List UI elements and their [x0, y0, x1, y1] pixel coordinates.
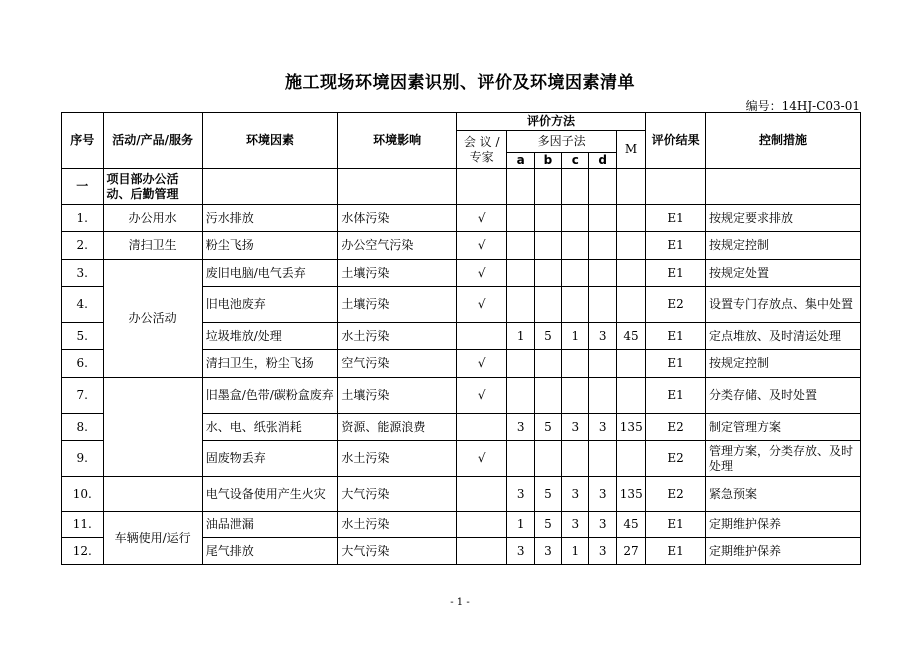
factor-cell: 旧墨盒/色带/碳粉盒废弃 — [202, 378, 338, 414]
impact-cell: 大气污染 — [338, 477, 456, 512]
m-cell — [616, 205, 645, 232]
impact-cell: 土壤污染 — [338, 378, 456, 414]
table-row — [62, 378, 861, 414]
header-a: a — [507, 153, 534, 169]
result-cell: E2 — [646, 477, 706, 512]
m-cell: 45 — [616, 512, 645, 538]
environment-factor-table — [61, 112, 861, 565]
expert-cell: √ — [456, 378, 507, 414]
control-cell: 制定管理方案 — [705, 414, 860, 441]
header-control: 控制措施 — [705, 113, 860, 169]
impact-cell: 水土污染 — [338, 512, 456, 538]
b-cell: 5 — [534, 477, 561, 512]
m-cell — [616, 350, 645, 378]
c-cell: 3 — [562, 477, 589, 512]
d-cell: 3 — [589, 512, 616, 538]
factor-cell: 粉尘飞扬 — [202, 232, 338, 260]
header-c: c — [562, 153, 589, 169]
row-number: 8. — [62, 414, 104, 441]
d-cell: 3 — [589, 538, 616, 565]
b-cell: 5 — [534, 414, 561, 441]
d-cell — [589, 287, 616, 323]
d-cell — [589, 260, 616, 287]
row-number: 11. — [62, 512, 104, 538]
row-number: 4. — [62, 287, 104, 323]
control-cell: 按规定控制 — [705, 232, 860, 260]
row-number: 5. — [62, 323, 104, 350]
expert-cell: √ — [456, 441, 507, 477]
control-cell: 按规定处置 — [705, 260, 860, 287]
c-cell — [562, 232, 589, 260]
c-cell — [562, 378, 589, 414]
control-cell: 分类存储、及时处置 — [705, 378, 860, 414]
m-cell — [616, 260, 645, 287]
impact-cell: 水土污染 — [338, 441, 456, 477]
expert-cell — [456, 414, 507, 441]
b-cell — [534, 378, 561, 414]
b-cell: 5 — [534, 323, 561, 350]
control-cell: 定点堆放、及时清运处理 — [705, 323, 860, 350]
row-number: 3. — [62, 260, 104, 287]
table-row — [62, 205, 861, 232]
control-cell: 定期维护保养 — [705, 512, 860, 538]
page-number: - 1 - — [450, 597, 470, 608]
activity-cell: 车辆使用/运行 — [103, 512, 202, 565]
b-cell — [534, 287, 561, 323]
expert-cell: √ — [456, 260, 507, 287]
b-cell — [534, 441, 561, 477]
table-row — [62, 477, 861, 512]
header-d: d — [589, 153, 616, 169]
m-cell — [616, 441, 645, 477]
m-cell: 135 — [616, 477, 645, 512]
header-m: M — [616, 131, 645, 169]
impact-cell: 大气污染 — [338, 538, 456, 565]
expert-cell — [456, 323, 507, 350]
row-number: 6. — [62, 350, 104, 378]
header-row-1 — [62, 113, 861, 131]
impact-cell: 水土污染 — [338, 323, 456, 350]
control-cell: 按规定要求排放 — [705, 205, 860, 232]
a-cell — [507, 287, 534, 323]
control-cell: 按规定控制 — [705, 350, 860, 378]
header-factor: 环境因素 — [202, 113, 338, 169]
row-number: 9. — [62, 441, 104, 477]
impact-cell: 土壤污染 — [338, 287, 456, 323]
c-cell — [562, 350, 589, 378]
expert-cell — [456, 538, 507, 565]
row-number: 2. — [62, 232, 104, 260]
header-result: 评价结果 — [646, 113, 706, 169]
c-cell: 3 — [562, 512, 589, 538]
document-title: 施工现场环境因素识别、评价及环境因素清单 — [285, 73, 635, 93]
factor-cell: 尾气排放 — [202, 538, 338, 565]
header-seq: 序号 — [62, 113, 104, 169]
expert-cell: √ — [456, 205, 507, 232]
a-cell — [507, 232, 534, 260]
section-name: 项目部办公活动、后勤管理 — [103, 169, 202, 205]
section-number: 一 — [62, 169, 104, 205]
factor-cell: 垃圾堆放/处理 — [202, 323, 338, 350]
result-cell: E2 — [646, 441, 706, 477]
row-number: 7. — [62, 378, 104, 414]
row-number: 1. — [62, 205, 104, 232]
document-number: 编号：14HJ-C03-01 — [745, 99, 860, 113]
a-cell — [507, 260, 534, 287]
a-cell — [507, 350, 534, 378]
m-cell — [616, 378, 645, 414]
result-cell: E2 — [646, 287, 706, 323]
d-cell — [589, 378, 616, 414]
result-cell: E1 — [646, 538, 706, 565]
control-cell: 管理方案，分类存放、及时处理 — [705, 441, 860, 477]
m-cell: 135 — [616, 414, 645, 441]
b-cell — [534, 260, 561, 287]
d-cell: 3 — [589, 414, 616, 441]
d-cell: 3 — [589, 477, 616, 512]
c-cell — [562, 441, 589, 477]
a-cell: 1 — [507, 323, 534, 350]
c-cell — [562, 260, 589, 287]
d-cell — [589, 350, 616, 378]
factor-cell: 污水排放 — [202, 205, 338, 232]
a-cell: 3 — [507, 538, 534, 565]
result-cell: E1 — [646, 323, 706, 350]
b-cell: 3 — [534, 538, 561, 565]
expert-cell — [456, 477, 507, 512]
d-cell: 3 — [589, 323, 616, 350]
header-multi-factor: 多因子法 — [507, 131, 616, 153]
table-row — [62, 512, 861, 538]
result-cell: E1 — [646, 260, 706, 287]
factor-cell: 水、电、纸张消耗 — [202, 414, 338, 441]
header-impact: 环境影响 — [338, 113, 456, 169]
impact-cell: 土壤污染 — [338, 260, 456, 287]
activity-cell: 办公用水 — [103, 205, 202, 232]
a-cell — [507, 441, 534, 477]
factor-cell: 废旧电脑/电气丢弃 — [202, 260, 338, 287]
a-cell: 3 — [507, 477, 534, 512]
d-cell — [589, 205, 616, 232]
activity-cell-empty — [103, 378, 202, 477]
activity-cell: 清扫卫生 — [103, 232, 202, 260]
a-cell — [507, 205, 534, 232]
result-cell: E1 — [646, 378, 706, 414]
a-cell — [507, 378, 534, 414]
result-cell: E1 — [646, 232, 706, 260]
m-cell — [616, 232, 645, 260]
m-cell: 45 — [616, 323, 645, 350]
factor-cell: 固废物丢弃 — [202, 441, 338, 477]
a-cell: 1 — [507, 512, 534, 538]
result-cell: E1 — [646, 350, 706, 378]
result-cell: E1 — [646, 205, 706, 232]
c-cell: 3 — [562, 414, 589, 441]
m-cell: 27 — [616, 538, 645, 565]
b-cell — [534, 232, 561, 260]
control-cell: 紧急预案 — [705, 477, 860, 512]
expert-cell: √ — [456, 232, 507, 260]
header-method: 评价方法 — [456, 113, 645, 131]
table-row — [62, 232, 861, 260]
c-cell: 1 — [562, 323, 589, 350]
d-cell — [589, 232, 616, 260]
header-b: b — [534, 153, 561, 169]
impact-cell: 水体污染 — [338, 205, 456, 232]
expert-cell — [456, 512, 507, 538]
factor-cell: 电气设备使用产生火灾 — [202, 477, 338, 512]
header-activity: 活动/产品/服务 — [103, 113, 202, 169]
a-cell: 3 — [507, 414, 534, 441]
d-cell — [589, 441, 616, 477]
impact-cell: 办公空气污染 — [338, 232, 456, 260]
result-cell: E2 — [646, 414, 706, 441]
control-cell: 设置专门存放点、集中处置 — [705, 287, 860, 323]
c-cell — [562, 287, 589, 323]
factor-cell: 旧电池废弃 — [202, 287, 338, 323]
impact-cell: 空气污染 — [338, 350, 456, 378]
factor-cell: 油品泄漏 — [202, 512, 338, 538]
activity-cell: 办公活动 — [103, 260, 202, 378]
section-row — [62, 169, 861, 205]
c-cell — [562, 205, 589, 232]
m-cell — [616, 287, 645, 323]
c-cell: 1 — [562, 538, 589, 565]
result-cell: E1 — [646, 512, 706, 538]
activity-cell-empty — [103, 477, 202, 512]
header-expert: 会 议 / 专家 — [456, 131, 507, 169]
b-cell — [534, 350, 561, 378]
expert-cell: √ — [456, 287, 507, 323]
expert-cell: √ — [456, 350, 507, 378]
table-row — [62, 260, 861, 287]
row-number: 12. — [62, 538, 104, 565]
b-cell: 5 — [534, 512, 561, 538]
b-cell — [534, 205, 561, 232]
impact-cell: 资源、能源浪费 — [338, 414, 456, 441]
control-cell: 定期维护保养 — [705, 538, 860, 565]
row-number: 10. — [62, 477, 104, 512]
factor-cell: 清扫卫生，粉尘飞扬 — [202, 350, 338, 378]
